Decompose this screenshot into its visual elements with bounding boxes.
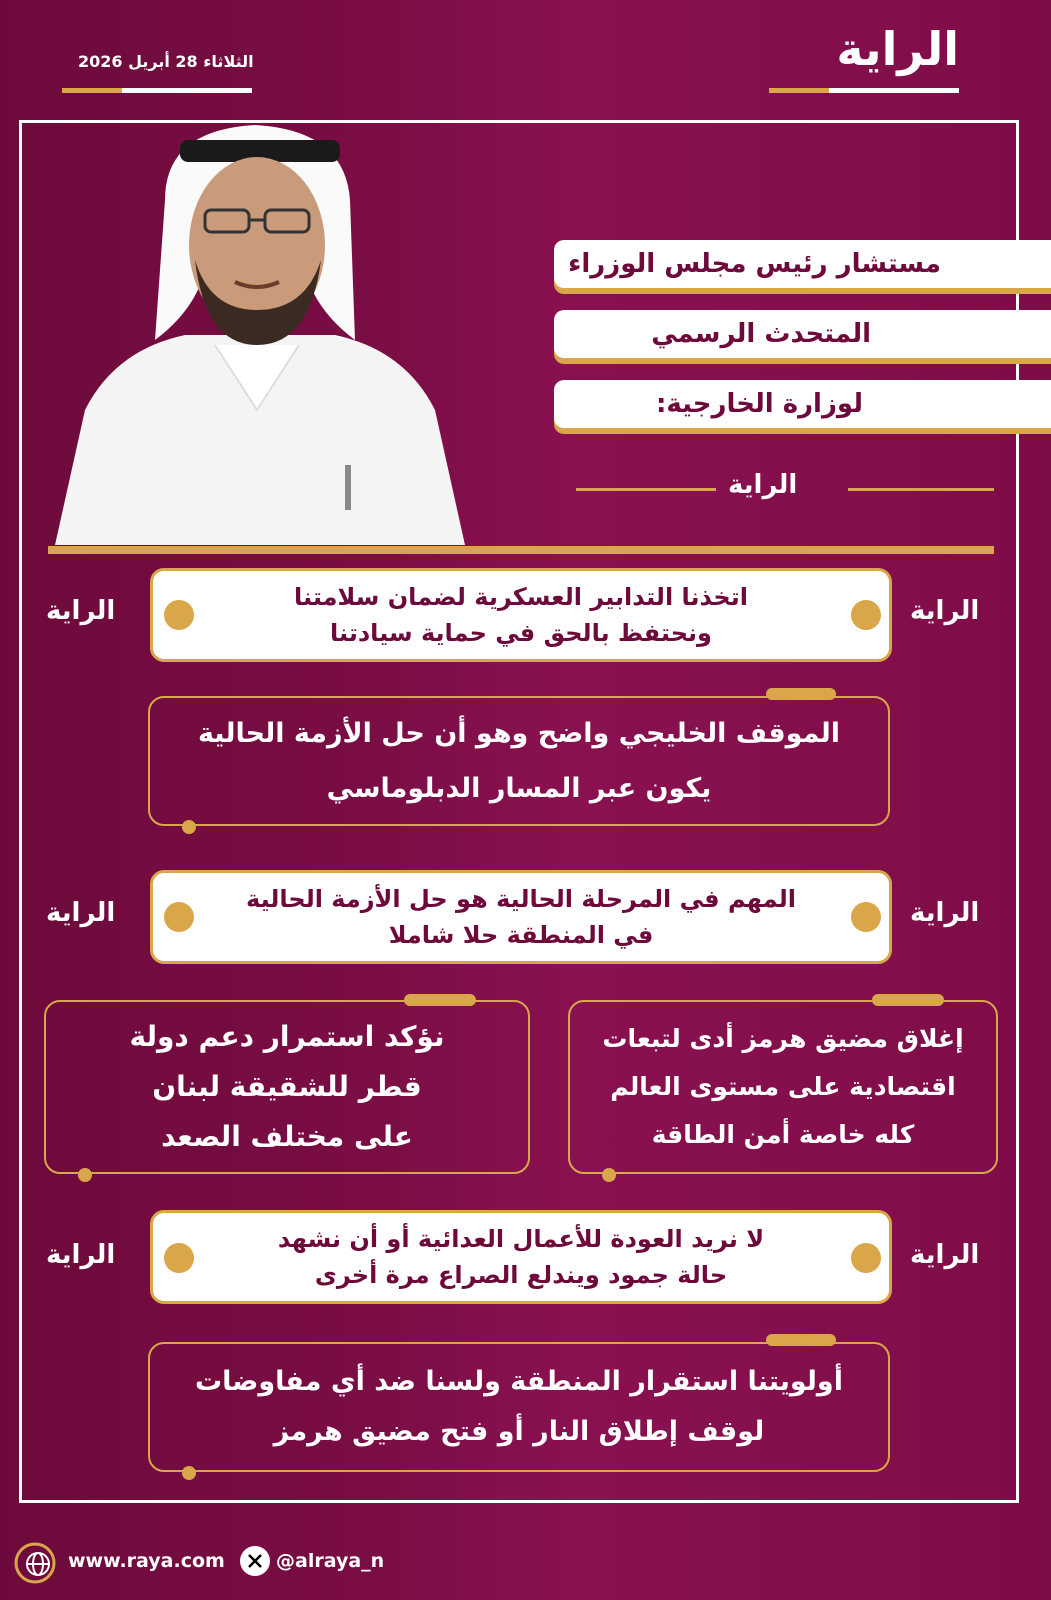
quote-1-line-2: ونحتفظ بالحق في حماية سيادتنا — [330, 619, 712, 647]
publish-date: الثلاثاء 28 أبريل 2026 — [78, 52, 254, 71]
quote-7-dot — [182, 1466, 196, 1480]
quote-4-line-1: إغلاق مضيق هرمز أدى لتبعات — [602, 1024, 964, 1053]
quote-7-box — [148, 1342, 890, 1472]
quote-3-line-2: في المنطقة حلا شاملا — [388, 921, 654, 949]
social-handle[interactable]: @alraya_n — [276, 1550, 385, 1572]
quote-4-box — [568, 1000, 998, 1174]
quote-5-line-3: على مختلف الصعد — [161, 1120, 413, 1153]
quote-4-line-2: اقتصادية على مستوى العالم — [610, 1072, 956, 1101]
globe-icon — [14, 1542, 56, 1584]
side-logo-left-2: الراية — [46, 898, 116, 928]
quote-5-dot — [78, 1168, 92, 1182]
logo-underline — [769, 88, 959, 93]
quote-6-box — [150, 1210, 892, 1304]
title-line-1: مستشار رئيس مجلس الوزراء — [554, 240, 1051, 288]
quote-7-line-1: أولويتنا استقرار المنطقة ولسنا ضد أي مفاوضات — [195, 1366, 843, 1397]
quote-3-dot-right — [851, 902, 881, 932]
side-logo-right: الراية — [910, 596, 980, 626]
side-logo-left: الراية — [46, 596, 116, 626]
quote-6-line-1: لا نريد العودة للأعمال العدائية أو أن نشهد — [277, 1225, 765, 1253]
quote-6-line-2: حالة جمود ويندلع الصراع مرة أخرى — [314, 1261, 728, 1289]
date-underline — [62, 88, 252, 93]
divider-left — [576, 488, 716, 491]
quote-5-line-1: نؤكد استمرار دعم دولة — [129, 1020, 445, 1053]
website-link[interactable]: www.raya.com — [68, 1550, 225, 1572]
section-bar — [48, 546, 994, 554]
quote-1-line-1: اتخذنا التدابير العسكرية لضمان سلامتنا — [294, 583, 748, 611]
quote-5-box — [44, 1000, 530, 1174]
side-logo-right-3: الراية — [910, 1240, 980, 1270]
quote-2-line-2: يكون عبر المسار الدبلوماسي — [326, 773, 712, 804]
side-logo-right-2: الراية — [910, 898, 980, 928]
quote-1-dot-left — [164, 600, 194, 630]
title-line-3: لوزارة الخارجية: — [554, 380, 1051, 428]
side-logo-left-3: الراية — [46, 1240, 116, 1270]
quote-2-line-1: الموقف الخليجي واضح وهو أن حل الأزمة الحالية — [197, 718, 841, 749]
quote-5-line-2: قطر للشقيقة لبنان — [152, 1070, 422, 1103]
quote-3-box — [150, 870, 892, 964]
quote-4-line-3: كله خاصة أمن الطاقة — [651, 1120, 915, 1149]
quote-1-box — [150, 568, 892, 662]
spokesperson-photo — [55, 110, 465, 545]
quote-2-box — [148, 696, 890, 826]
title-line-2: المتحدث الرسمي — [554, 310, 1051, 358]
quote-7-line-2: لوقف إطلاق النار أو فتح مضيق هرمز — [273, 1416, 765, 1447]
x-icon — [240, 1546, 270, 1576]
divider-right — [848, 488, 994, 491]
quote-1-dot-right — [851, 600, 881, 630]
quote-2-dot — [182, 820, 196, 834]
quote-6-dot-left — [164, 1243, 194, 1273]
quote-3-dot-left — [164, 902, 194, 932]
mid-logo: الراية — [728, 470, 798, 500]
quote-6-dot-right — [851, 1243, 881, 1273]
quote-3-line-1: المهم في المرحلة الحالية هو حل الأزمة الحالية — [246, 885, 796, 913]
quote-4-dot — [602, 1168, 616, 1182]
brand-logo: الراية — [836, 22, 959, 76]
